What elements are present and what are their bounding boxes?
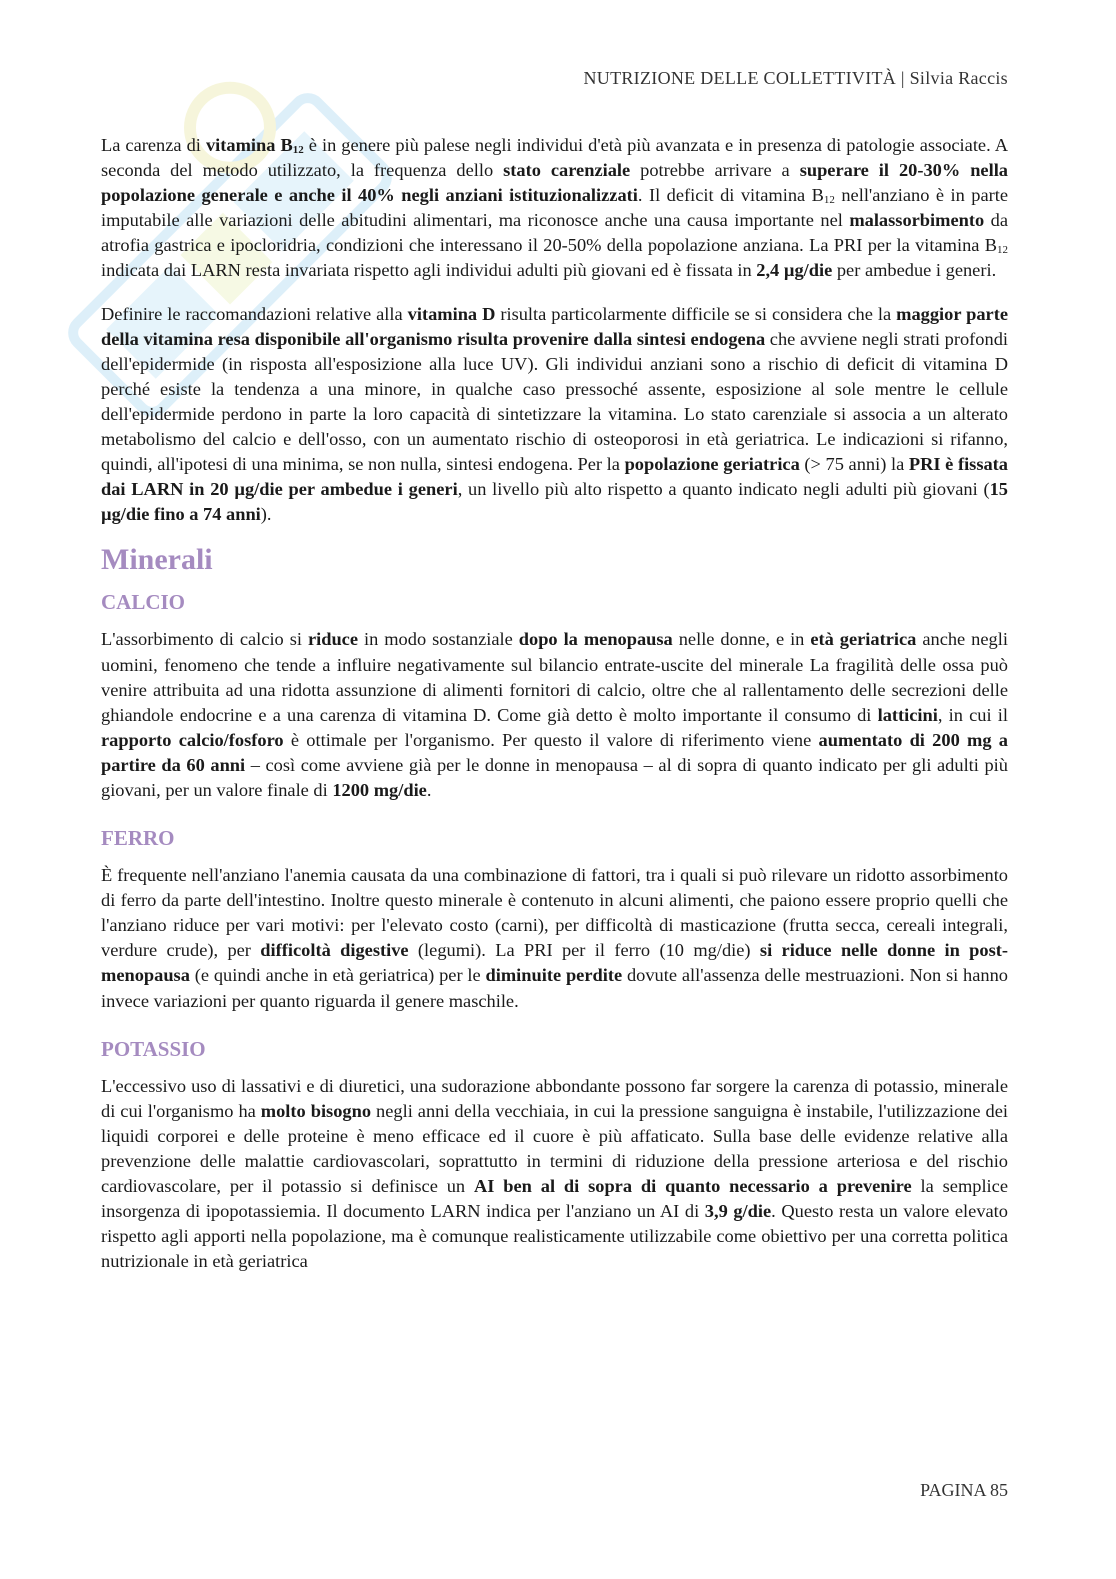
minerali-heading: Minerali [101,543,213,577]
vitamin-b12-paragraph: La carenza di vitamina $B_{12}$ è in genere più palese negli individui d'età più avanzata e in presenza di patologie associate. A seconda del metodo utilizzato, la frequenza dello stato carenziale potrebbe arrivare a superare il 20-30% nella popolazione generale e anche il 40% negli anziani istituzionalizzati. Il deficit di vitamina $B_{12}$ nell'anziano è in parte imputabile alle variazioni delle abitudini alimentari, ma riconosce anche una causa importante nel malassorbimento da atrofia gastrica e ipocloridria, condizioni che interessano il 20-50% della popolazione anziana. La PRI per la vitamina $B_{12}$ indicata dai LARN resta invariata rispetto agli individui adulti più giovani ed è fissata in 2,4 µg/die per ambedue i generi. [101,135,1009,281]
vitamin-d-paragraph: Definire le raccomandazioni relative alla vitamina D risulta particolarmente difficile se si considera che la maggior parte della vitamina resa disponibile all'organismo risulta provenire dalla sintesi endogena che avviene negli strati profondi dell'epidermide (in risposta all'esposizione alla luce UV). Gli individui anziani sono a rischio di deficit di vitamina D perché esiste la tendenza a una minore, in qualche caso pressoché assente, esposizione al sole mentre le cellule dell'epidermide perdono in parte la loro capacità di sintetizzare la vitamina. Lo stato carenziale si associa a un alterato metabolismo del calcio e dell'osso, con un aumentato rischio di osteoporosi in età geriatrica. Le indicazioni si rifanno, quindi, all'ipotesi di una minima, se non nulla, sintesi endogena. Per la popolazione geriatrica (> 75 anni) la PRI è fissata dai LARN in 20 µg/die per ambedue i generi, un livello più alto rispetto a quanto indicato negli adulti più giovani (15 µg/die fino a 74 anni). [101,303,1009,525]
calcio-paragraph: L'assorbimento di calcio si riduce in modo sostanziale dopo la menopausa nelle donne, e in età geriatrica anche negli uomini, fenomeno che tende a influire negativamente sul bilancio entrate-uscite del minerale La fragilità delle ossa può venire attribuita ad una ridotta assunzione di alimenti fornitori di calcio, oltre che al rallentamento delle secrezioni delle ghiandole endocrine e a una carenza di vitamina D. Come già detto è molto importante il consumo di latticini, in cui il rapporto calcio/fosforo è ottimale per l'organismo. Per questo il valore di riferimento viene aumentato di 200 mg a partire da 60 anni – così come avviene già per le donne in menopausa – al di sopra di quanto indicato per gli adulti più giovani, per un valore finale di 1200 mg/die. [101,629,1008,800]
running-header: NUTRIZIONE DELLE COLLETTIVITÀ | Silvia Raccis [583,68,1008,88]
potassio-heading: POTASSIO [101,1036,206,1061]
page-number: PAGINA 85 [920,1480,1008,1500]
calcio-heading: CALCIO [101,590,186,615]
page-body [101,133,1008,1274]
potassio-paragraph: L'eccessivo uso di lassativi e di diuretici, una sudorazione abbondante possono far sorgere la carenza di potassio, minerale di cui l'organismo ha molto bisogno negli anni della vecchiaia, in cui la pressione sanguigna è instabile, l'utilizzazione dei liquidi corporei e delle proteine è meno efficace ed il cuore è più affaticato. Sulla base delle evidenze relative alla prevenzione delle malattie cardiovascolari, soprattutto in termini di riduzione della pressione arteriosa e del rischio cardiovascolare, per il potassio si definisce un AI ben al di sopra di quanto necessario a prevenire la semplice insorgenza di ipopotassiemia. Il documento LARN indica per l'anziano un AI di 3,9 g/die. Questo resta un valore elevato rispetto agli apporti nella popolazione, ma è comunque realisticamente utilizzabile come obiettivo per una corretta politica nutrizionale in età geriatrica [101,1075,1008,1272]
ferro-paragraph: È frequente nell'anziano l'anemia causata da una combinazione di fattori, tra i quali si può rilevare un ridotto assorbimento di ferro da parte dell'intestino. Inoltre questo minerale è contenuto in alcuni alimenti, che paiono essere proprio quelli che l'anziano riduce per vari motivi: per l'elevato costo (carni), per difficoltà di masticazione (frutta secca, cereali integrali, verdure crude), per difficoltà digestive (legumi). La PRI per il ferro (10 mg/die) si riduce nelle donne in post-menopausa (e quindi anche in età geriatrica) per le diminuite perdite dovute all'assenza delle mestruazioni. Non si hanno invece variazioni per quanto riguarda il genere maschile. [101,865,1009,1011]
ferro-heading: FERRO [101,826,175,851]
